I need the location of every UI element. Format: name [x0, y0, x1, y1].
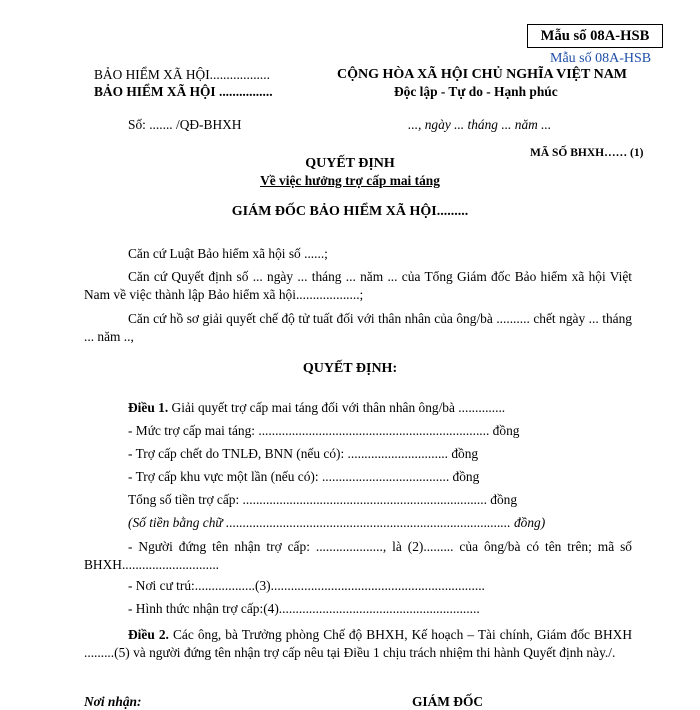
- issuer-heading: GIÁM ĐỐC BẢO HIỂM XÃ HỘI.........: [231, 204, 469, 219]
- article-1-amount-in-words: (Số tiền bằng chữ ..................................................................................... đồng): [128, 515, 546, 530]
- article-2-label: Điều 2.: [128, 627, 169, 642]
- agency-line-1: BẢO HIỂM XÃ HỘI..................: [94, 67, 270, 82]
- decision-number: Số: ....... /QĐ-BHXH: [128, 117, 242, 132]
- recipients-label: Nơi nhận:: [84, 694, 142, 709]
- document-subtitle: Về việc hưởng trợ cấp mai táng: [260, 173, 440, 188]
- form-code-overlay: Mẫu số 08A-HSB: [550, 51, 652, 66]
- signatory-title: GIÁM ĐỐC: [412, 694, 484, 709]
- form-code-box: [527, 24, 663, 48]
- agency-line-2: BẢO HIỂM XÃ HỘI ................: [94, 84, 273, 99]
- article-1-text: Giải quyết trợ cấp mai táng đối với thân nhân ông/bà ..............: [171, 400, 506, 415]
- article-2-text: Các ông, bà Trưởng phòng Chế độ BHXH, Kế hoạch – Tài chính, Giám đốc BHXH .........(5) và người đứng tên nhận trợ cấp nêu tại Điều 1 chịu trách nhiệm thi hành Quyết định này./.: [84, 627, 632, 660]
- article-1-residence: - Nơi cư trú:..................(3)................................................................: [128, 578, 485, 593]
- article-1-total: Tổng số tiền trợ cấp: ......................................................................... đồng: [128, 492, 518, 507]
- article-1-intro: [128, 400, 505, 416]
- national-title: CỘNG HÒA XÃ HỘI CHỦ NGHĨA VIỆT NAM: [337, 67, 628, 82]
- basis-decision: Căn cứ Quyết định số ... ngày ... tháng ... năm ... của Tổng Giám đốc Bảo hiểm xã hội Việt Nam về việc thành lập Bảo hiểm xã hội...................;: [84, 269, 632, 302]
- article-2: [84, 626, 632, 662]
- decision-heading: QUYẾT ĐỊNH:: [302, 361, 398, 376]
- form-code: Mẫu số 08A-HSB: [540, 27, 650, 44]
- basis-law: Căn cứ Luật Bảo hiểm xã hội số ......;: [128, 246, 328, 261]
- date-line: ..., ngày ... tháng ... năm ...: [408, 117, 552, 132]
- article-1-item-funeral: - Mức trợ cấp mai táng: ..................................................................... đồng: [128, 423, 520, 438]
- article-1-item-regional-allowance: - Trợ cấp khu vực một lần (nếu có): ...................................... đồng: [128, 469, 480, 484]
- basis-dossier: Căn cứ hồ sơ giải quyết chế độ tử tuất đối với thân nhân của ông/bà .......... chết ngày ... tháng ... năm ..,: [84, 311, 632, 344]
- article-1-label: Điều 1.: [128, 400, 169, 415]
- article-1-payment-method: - Hình thức nhận trợ cấp:(4)............................................................: [128, 601, 480, 616]
- national-motto: Độc lập - Tự do - Hạnh phúc: [394, 84, 558, 99]
- document-title: QUYẾT ĐỊNH: [305, 156, 395, 171]
- article-1-recipient: - Người đứng tên nhận trợ cấp: ...................., là (2)......... của ông/bà có tên trên; mã số BHXH.............................: [84, 539, 632, 572]
- article-1-item-death-allowance: - Trợ cấp chết do TNLĐ, BNN (nếu có): .............................. đồng: [128, 446, 479, 461]
- insurance-code-line: MÃ SỐ BHXH…… (1): [530, 147, 644, 159]
